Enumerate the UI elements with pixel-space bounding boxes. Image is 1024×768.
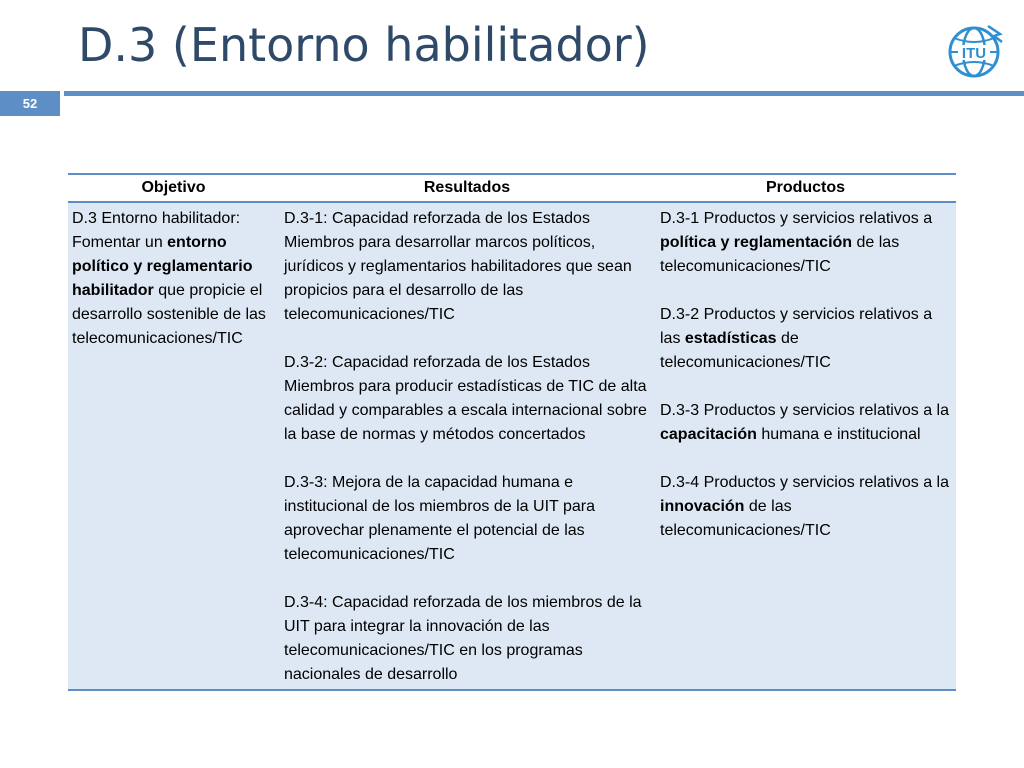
producto-emphasis: estadísticas — [684, 330, 777, 347]
slide-number: 52 — [0, 91, 60, 116]
itu-logo-text: ITU — [961, 45, 987, 62]
resultado-item: D.3-2: Capacidad reforzada de los Estados Miembros para producir estadísticas de TIC de alta calidad y comparables a escala internacional sobre la base de normas y métodos concertados — [284, 354, 647, 443]
producto-emphasis: política y reglamentación — [660, 234, 853, 251]
resultado-item: D.3-3: Mejora de la capacidad humana e institucional de los miembros de la UIT para aprovechar plenamente el potencial de las telecomunicaciones/TIC — [284, 474, 595, 563]
producto-text-end: de telecomunicaciones/TIC — [660, 330, 831, 371]
slide-title: D.3 (Entorno habilitador) — [78, 18, 650, 72]
producto-text-end: de las telecomunicaciones/TIC — [660, 234, 900, 275]
producto-item — [660, 303, 956, 375]
objetivo-text: D.3 Entorno habilitador: Fomentar un — [72, 210, 241, 251]
objetivo-emphasis: entorno político y reglamentario habilitador — [72, 234, 253, 299]
table-header-row — [68, 173, 956, 203]
objectives-table — [68, 173, 956, 691]
resultado-item: D.3-4: Capacidad reforzada de los miembros de la UIT para integrar la innovación de las telecomunicaciones/TIC en los programas nacionales de desarrollo — [284, 594, 642, 683]
producto-emphasis: innovación — [660, 498, 745, 515]
producto-item — [660, 399, 956, 447]
producto-text-end: humana e institucional — [756, 426, 921, 443]
resultado-item: D.3-1: Capacidad reforzada de los Estados Miembros para desarrollar marcos políticos, jurídicos y reglamentarios habilitadores que sean propicios para el desarrollo de las telecomunicaciones/TIC — [284, 210, 632, 323]
producto-text: D.3-4 Productos y servicios relativos a la — [660, 474, 949, 491]
producto-text: D.3-1 Productos y servicios relativos a — [660, 210, 933, 227]
producto-emphasis: capacitación — [660, 426, 757, 443]
table-row — [68, 203, 956, 691]
producto-text: D.3-2 Productos y servicios relativos a las — [660, 306, 933, 347]
header-objetivo: Objetivo — [141, 179, 206, 196]
header-productos: Productos — [765, 179, 846, 196]
productos-cell — [655, 207, 956, 687]
objetivo-cell — [68, 207, 279, 687]
producto-text: D.3-3 Productos y servicios relativos a la — [660, 402, 949, 419]
header-resultados: Resultados — [423, 179, 511, 196]
itu-logo-icon — [944, 22, 1004, 82]
producto-item — [660, 207, 956, 279]
producto-item — [660, 471, 956, 543]
title-divider — [64, 91, 1024, 96]
objetivo-text-end: que propicie el desarrollo sostenible de las telecomunicaciones/TIC — [72, 282, 266, 347]
resultados-cell — [279, 207, 655, 687]
producto-text-end: de las telecomunicaciones/TIC — [660, 498, 831, 539]
